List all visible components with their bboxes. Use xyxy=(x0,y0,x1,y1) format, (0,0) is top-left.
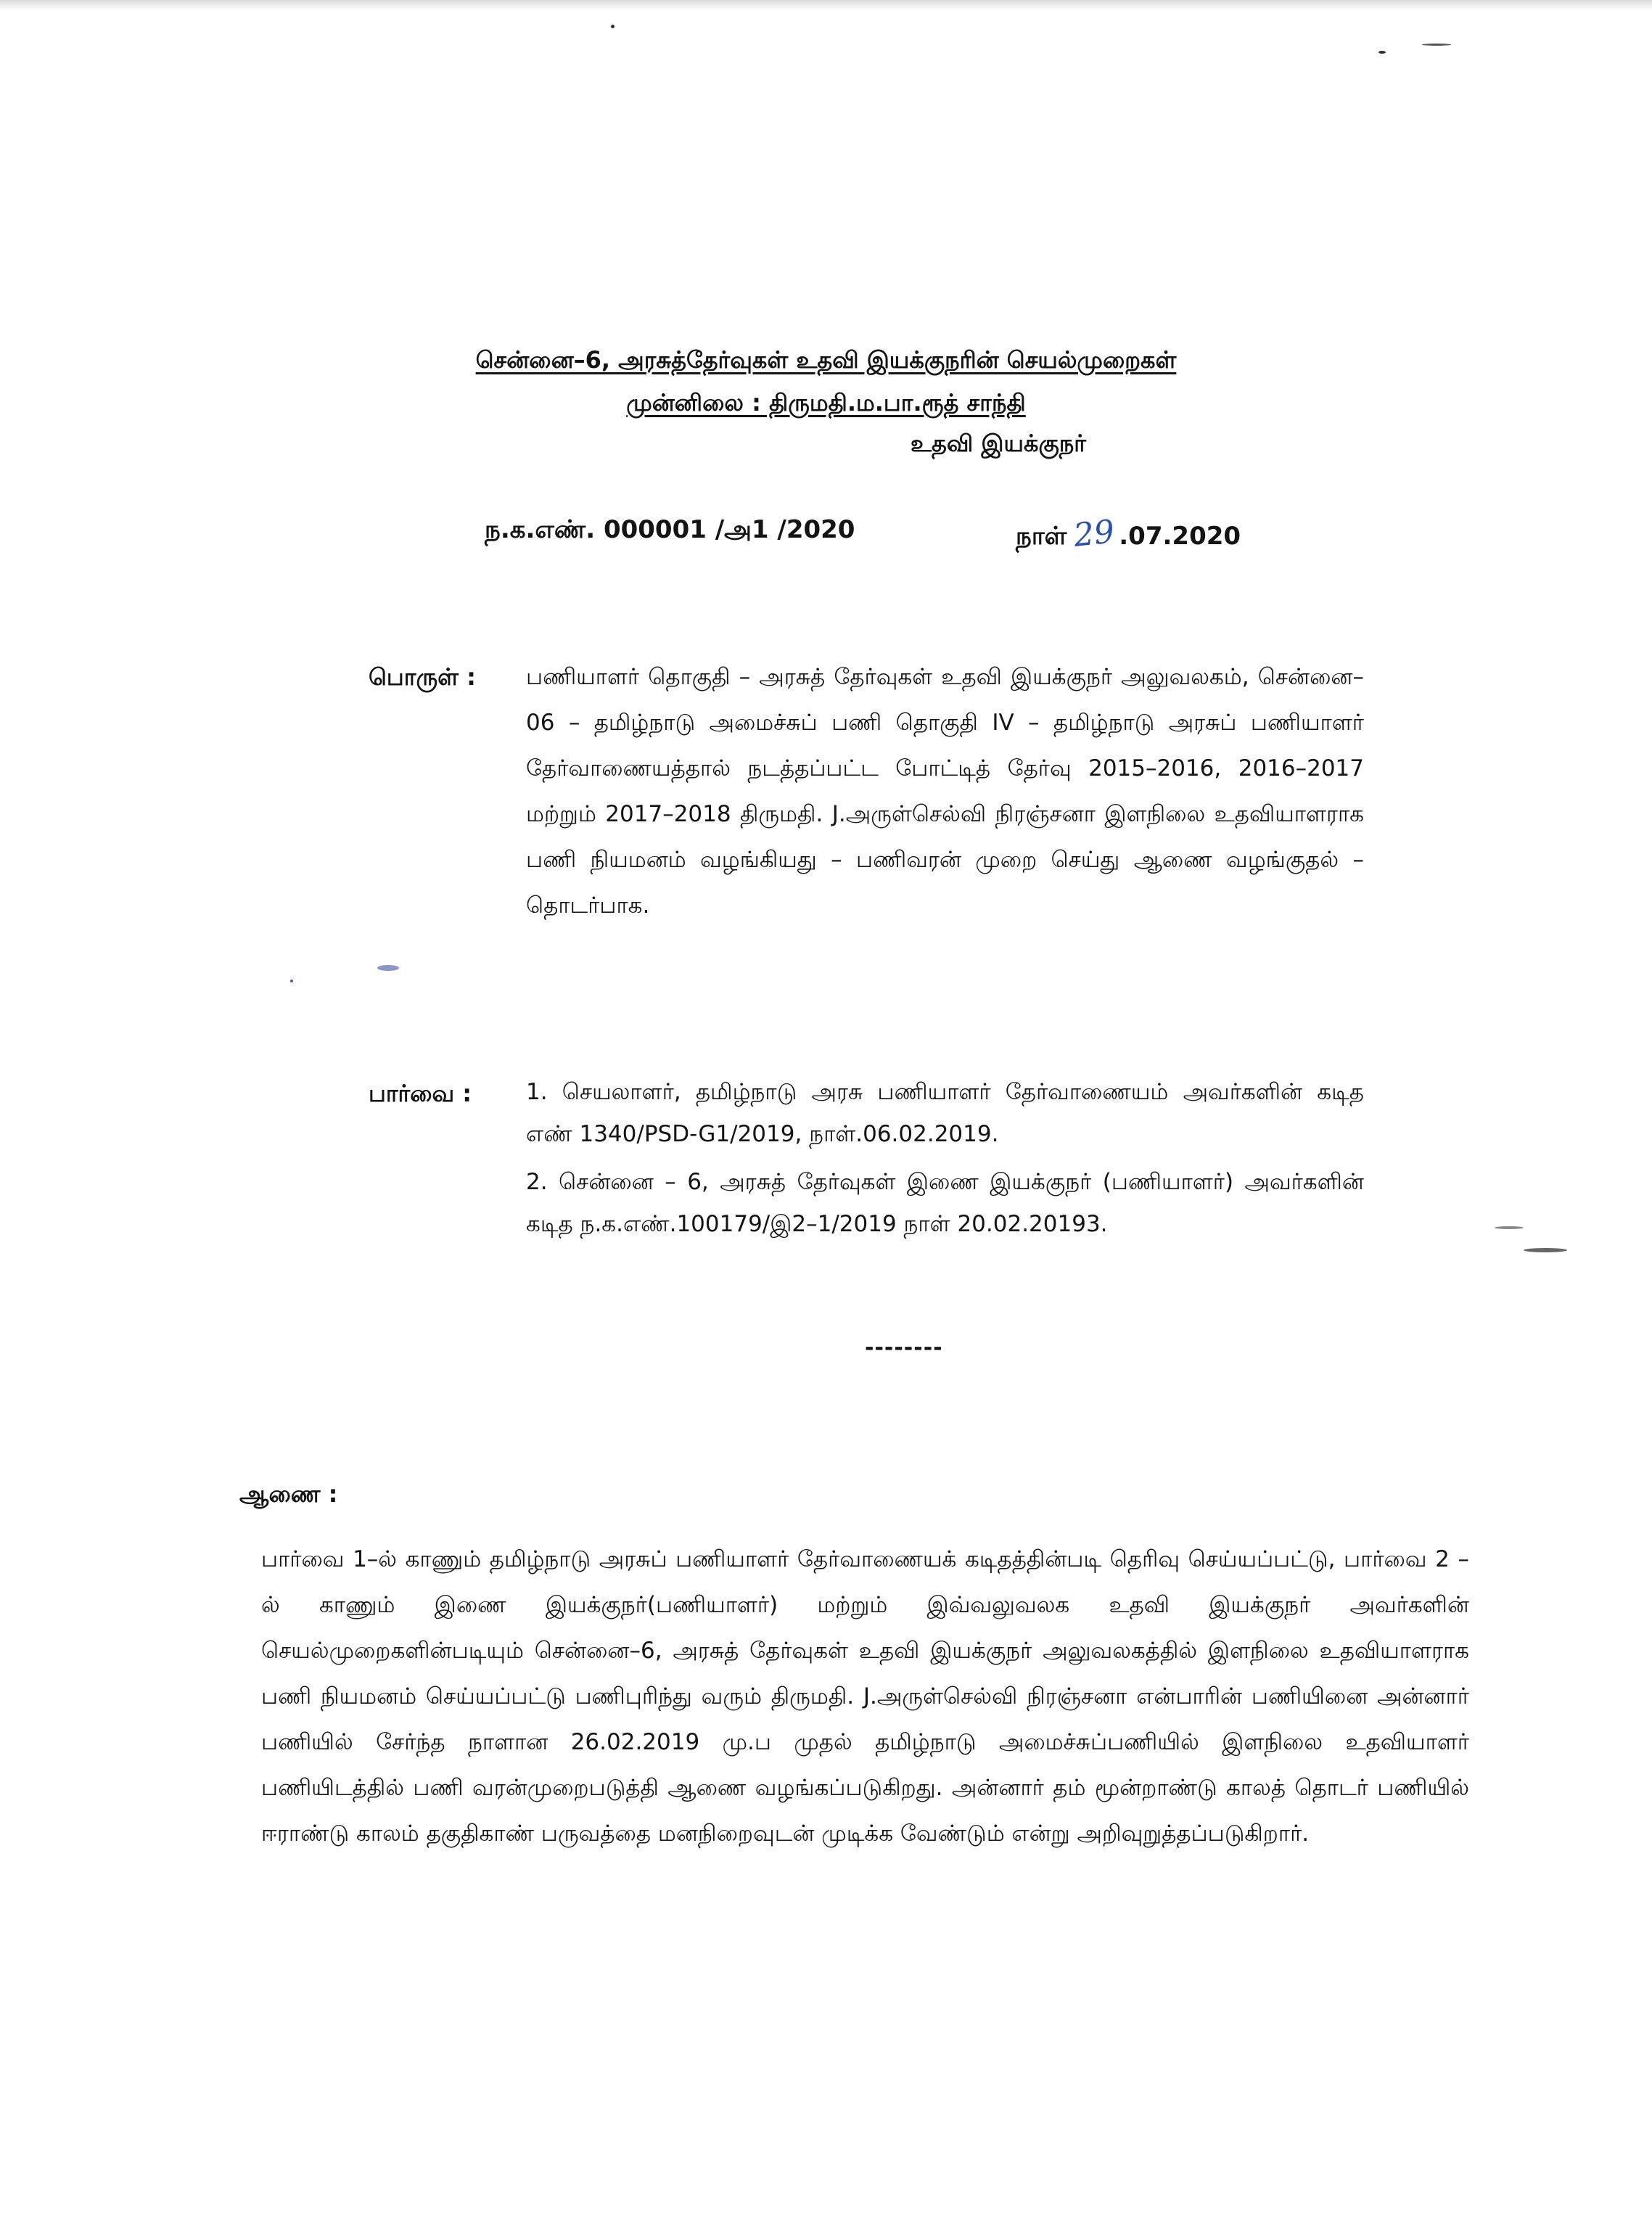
date-prefix: நாள் xyxy=(1016,522,1067,551)
subject-text xyxy=(526,654,1364,929)
references-list xyxy=(526,1071,1364,1245)
scan-top-edge xyxy=(0,0,1652,10)
order-paragraph: பார்வை 1–ல் காணும் தமிழ்நாடு அரசுப் பணியாளர் தேர்வாணையக் கடிதத்தின்படி தெரிவு செய்யப்பட்டு, பார்வை 2 –ல் காணும் இணை இயக்குநர்(பணியாளர்) மற்றும் இவ்வலுவலக உதவி இயக்குநர் அவர்களின் செயல்முறைகளின்படியும் சென்னை–6, அரசுத் தேர்வுகள் உதவி இயக்குநர் அலுவலகத்தில் இளநிலை உதவியாளராக பணி நியமனம் செய்யப்பட்டு பணிபுரிந்து வரும் திருமதி. J.அருள்செல்வி நிரஞ்சனா என்பாரின் பணியினை அன்னார் பணியில் சேர்ந்த நாளான 26.02.2019 மு.ப முதல் தமிழ்நாடு அமைச்சுப்பணியில் இளநிலை உதவியாளர் பணியிடத்தில் பணி வரன்முறைபடுத்தி ஆணை வழங்கப்படுகிறது. அன்னார் தம் மூன்றாண்டு காலத் தொடர் பணியில் ஈராண்டு காலம் தகுதிகாண் பருவத்தை மனநிறைவுடன் முடிக்க வேண்டும் என்று அறிவுறுத்தப்படுகிறார். xyxy=(261,1546,1469,1847)
header-title-line1 xyxy=(0,344,1652,376)
reference-number: ந.க.எண். 000001 /அ1 /2020 xyxy=(485,515,855,544)
scan-speck xyxy=(1422,44,1451,46)
subject-label: பொருள் : xyxy=(369,663,476,691)
header-line1-text: சென்னை–6, அரசுத்தேர்வுகள் உதவி இயக்குநரின் செயல்முறைகள் xyxy=(475,346,1177,374)
subject-paragraph: பணியாளர் தொகுதி – அரசுத் தேர்வுகள் உதவி இயக்குநர் அலுவலகம், சென்னை–06 – தமிழ்நாடு அமைச்சுப் பணி தொகுதி IV – தமிழ்நாடு அரசுப் பணியாளர் தேர்வாணையத்தால் நடத்தப்பட்ட போட்டித் தேர்வு 2015–2016, 2016–2017 மற்றும் 2017–2018 திருமதி. J.அருள்செல்வி நிரஞ்சனா இளநிலை உதவியாளராக பணி நியமனம் வழங்கியது – பணிவரன் முறை செய்து ஆணை வழங்குதல் – தொடர்பாக. xyxy=(526,664,1364,919)
reference-item-2: 2. சென்னை – 6, அரசுத் தேர்வுகள் இணை இயக்குநர் (பணியாளர்) அவர்களின் கடித ந.க.எண்.100179/இ2–1/2019 நாள் 20.02.20193. xyxy=(526,1169,1364,1237)
order-date xyxy=(1016,515,1241,554)
reference-item-1: 1. செயலாளர், தமிழ்நாடு அரசு பணியாளர் தேர்வாணையம் அவர்களின் கடித எண் 1340/PSD-G1/2019, நாள்.06.02.2019. xyxy=(526,1079,1364,1147)
date-suffix: .07.2020 xyxy=(1119,522,1241,551)
order-label: ஆணை : xyxy=(239,1480,338,1508)
separator: -------- xyxy=(865,1335,943,1360)
scan-speck xyxy=(611,25,615,28)
order-text xyxy=(261,1537,1469,1857)
scan-speck xyxy=(290,980,293,982)
designation: உதவி இயக்குநர் xyxy=(911,430,1086,457)
scan-speck xyxy=(1378,51,1386,54)
scan-speck xyxy=(377,965,399,971)
scan-speck xyxy=(1524,1248,1567,1252)
scan-speck xyxy=(1495,1226,1524,1229)
references-label: பார்வை : xyxy=(369,1080,472,1107)
header-line2-text: முன்னிலை : திருமதி.ம.பா.ரூத் சாந்தி xyxy=(626,389,1026,416)
date-day-handwritten: 29 xyxy=(1072,513,1117,554)
header-title-line2 xyxy=(0,387,1652,419)
